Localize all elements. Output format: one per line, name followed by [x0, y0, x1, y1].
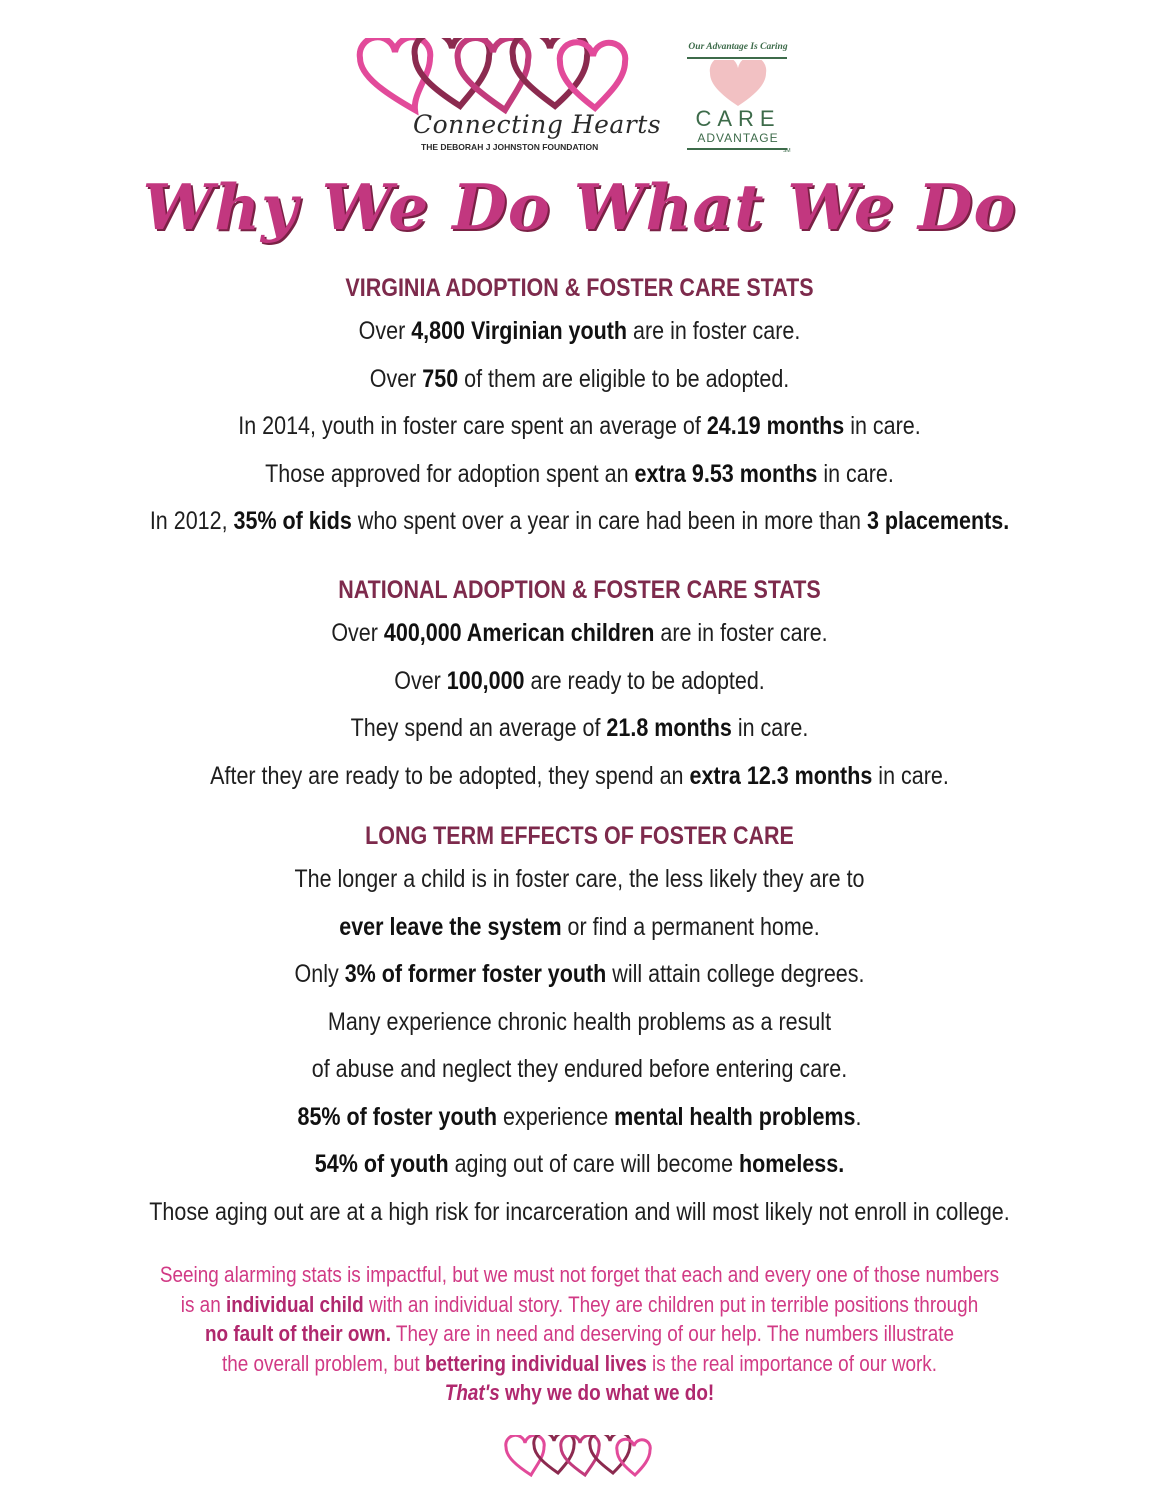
care-advantage-advantage: ADVANTAGE — [697, 131, 779, 145]
text-segment: Over — [358, 317, 412, 345]
emphasis-text: 54% of youth — [314, 1150, 449, 1178]
emphasis-text: no fault of their own. — [204, 1321, 391, 1346]
text-segment: They spend an average of — [350, 714, 607, 742]
text-line — [81, 498, 1078, 546]
text-segment: The longer a child is in foster care, the less likely they are to — [294, 865, 865, 893]
text-segment: After they are ready to be adopted, they spend an — [210, 761, 690, 790]
text-segment: will attain college degrees. — [606, 960, 865, 988]
national-section — [0, 570, 1159, 800]
longterm-lines — [0, 856, 1159, 1236]
page-title: Why We Do What We Do — [142, 170, 1017, 244]
emphasis-text: 21.8 months — [606, 714, 732, 742]
text-line — [81, 705, 1078, 753]
text-segment: Over — [331, 619, 384, 647]
text-segment: in care. — [844, 412, 921, 440]
emphasis-text: 24.19 months — [706, 412, 845, 440]
text-segment: They are in need and deserving of our help. The numbers illustrate — [390, 1321, 955, 1346]
longterm-section — [0, 816, 1159, 1236]
emphasis-text: homeless. — [739, 1150, 845, 1178]
foundation-subtitle: THE DEBORAH J JOHNSTON FOUNDATION — [421, 142, 599, 152]
header-logos — [0, 38, 1159, 158]
linked-hearts-icon — [503, 1435, 653, 1479]
text-line — [81, 658, 1078, 706]
text-segment: Over — [394, 666, 447, 695]
text-line — [81, 1319, 1078, 1349]
text-segment: in care. — [817, 459, 894, 488]
connecting-hearts-name: Connecting Hearts — [413, 110, 662, 139]
text-segment: are ready to be adopted. — [524, 666, 765, 695]
text-line — [81, 1141, 1078, 1189]
care-advantage-logo — [683, 42, 793, 160]
emphasis-text: individual child — [225, 1291, 364, 1317]
emphasis-text: 100,000 — [446, 666, 525, 695]
text-segment: Only — [294, 960, 345, 988]
text-segment: are in foster care. — [654, 619, 828, 647]
heart-icon — [708, 60, 768, 108]
text-line — [81, 753, 1078, 801]
text-segment: aging out of care will become — [448, 1150, 740, 1178]
divider — [687, 57, 787, 59]
virginia-heading: VIRGINIA ADOPTION & FOSTER CARE STATS — [345, 274, 814, 302]
emphasis-text: extra 9.53 months — [634, 459, 818, 488]
closing-lines — [0, 1260, 1159, 1408]
emphasis-text: 85% of foster youth — [297, 1102, 498, 1131]
text-segment: are in foster care. — [627, 317, 801, 345]
national-lines — [0, 610, 1159, 800]
virginia-section — [0, 268, 1159, 546]
emphasis-text: 3 placements. — [866, 507, 1010, 535]
text-segment: is an — [180, 1291, 226, 1317]
text-segment: Seeing alarming stats is impactful, but we must not forget that each and every one of those numbers — [159, 1262, 1000, 1287]
text-line — [81, 1378, 1078, 1408]
emphasis-text: 35% of kids — [233, 507, 352, 535]
emphasis-text: bettering individual lives — [424, 1350, 647, 1376]
text-segment: Those approved for adoption spent an — [265, 459, 635, 488]
emphasis-text: 3% of former foster youth — [344, 960, 607, 988]
text-line — [81, 308, 1078, 356]
text-line — [81, 1189, 1078, 1237]
text-segment: Those aging out are at a high risk for incarceration and will most likely not enroll in college. — [149, 1197, 1010, 1226]
emphasis-text: 750 — [422, 364, 459, 393]
text-segment: in care. — [731, 714, 809, 742]
text-segment: Over — [369, 364, 423, 393]
emphasis-text: 400,000 American children — [383, 619, 655, 647]
text-line — [81, 1290, 1078, 1320]
text-line — [81, 451, 1078, 499]
text-segment: is the real importance of our work. — [646, 1350, 938, 1376]
closing-paragraph — [0, 1260, 1159, 1408]
emphasis-text: ever leave the system — [339, 912, 562, 941]
emphasis-text: 4,800 Virginian youth — [411, 317, 628, 345]
text-segment: or find a permanent home. — [561, 912, 820, 941]
care-advantage-tagline: Our Advantage Is Caring — [688, 42, 788, 52]
divider — [687, 148, 787, 150]
text-segment: . — [855, 1102, 862, 1131]
text-line — [81, 1260, 1078, 1290]
text-segment: experience — [497, 1102, 615, 1131]
text-line — [81, 610, 1078, 658]
text-segment: In 2014, youth in foster care spent an average of — [238, 412, 707, 440]
text-segment: of them are eligible to be adopted. — [458, 364, 790, 393]
text-segment: of abuse and neglect they endured before entering care. — [311, 1055, 848, 1083]
emphasis-text: That's — [444, 1380, 500, 1405]
text-segment: with an individual story. They are children put in terrible positions through — [363, 1291, 979, 1317]
emphasis-text: extra 12.3 months — [689, 761, 873, 790]
text-line — [81, 356, 1078, 404]
virginia-lines — [0, 308, 1159, 546]
text-line — [81, 1349, 1078, 1379]
emphasis-text: mental health problems — [614, 1102, 856, 1131]
national-heading: NATIONAL ADOPTION & FOSTER CARE STATS — [338, 576, 821, 604]
longterm-heading: LONG TERM EFFECTS OF FOSTER CARE — [365, 822, 794, 850]
care-advantage-care: CARE — [695, 106, 781, 131]
text-line — [81, 1094, 1078, 1142]
text-segment: In 2012, — [149, 507, 234, 535]
connecting-hearts-logo — [355, 38, 662, 158]
text-segment: Many experience chronic health problems as a result — [327, 1007, 832, 1036]
linked-hearts-icon — [355, 38, 645, 118]
text-segment: in care. — [872, 761, 949, 790]
text-line — [81, 951, 1078, 999]
text-line — [81, 999, 1078, 1047]
text-line — [81, 856, 1078, 904]
text-segment: who spent over a year in care had been in more than — [351, 507, 867, 535]
text-line — [81, 904, 1078, 952]
text-line — [81, 1046, 1078, 1094]
text-segment: the overall problem, but — [221, 1350, 425, 1376]
text-line — [81, 403, 1078, 451]
service-mark: SM — [783, 148, 791, 154]
emphasis-text: why we do what we do! — [499, 1380, 715, 1405]
